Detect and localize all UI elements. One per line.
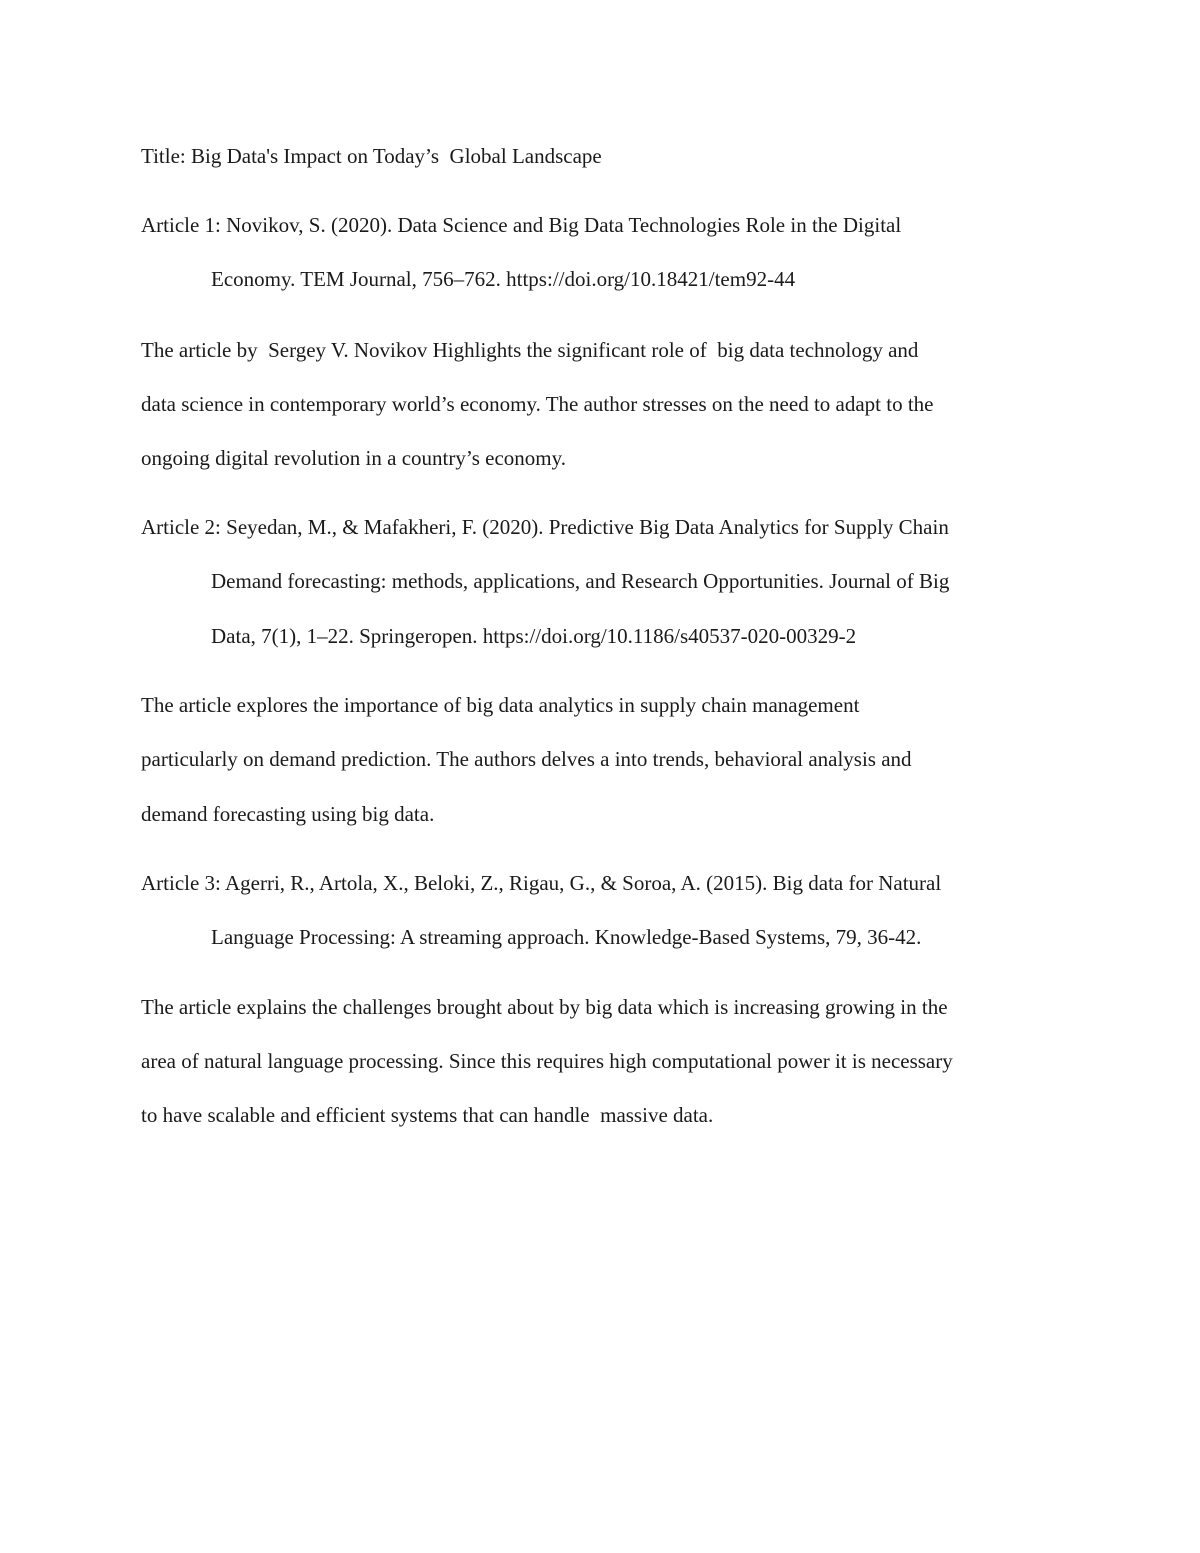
article-3-summary-line-1: The article explains the challenges brought about by big data which is increasing growing in the	[141, 995, 948, 1019]
article-2-citation-line-1: Article 2: Seyedan, M., & Mafakheri, F. (2020). Predictive Big Data Analytics for Supply Chain	[141, 515, 949, 539]
article-2-citation-line-2: Demand forecasting: methods, applications, and Research Opportunities. Journal of Big	[211, 569, 950, 593]
article-3-summary-line-3: to have scalable and efficient systems that can handle massive data.	[141, 1103, 714, 1127]
article-1-citation-line-1: Article 1: Novikov, S. (2020). Data Science and Big Data Technologies Role in the Digital	[141, 213, 902, 237]
article-3-summary-line-2: area of natural language processing. Since this requires high computational power it is necessary	[141, 1049, 953, 1073]
article-1-citation-line-2: Economy. TEM Journal, 756–762. https://doi.org/10.18421/tem92-44	[211, 267, 796, 291]
article-2-summary-line-2: particularly on demand prediction. The authors delves a into trends, behavioral analysis and	[141, 747, 912, 771]
article-1-summary-line-1: The article by Sergey V. Novikov Highlights the significant role of big data technology and	[141, 338, 919, 362]
article-2-summary-line-3: demand forecasting using big data.	[141, 802, 435, 826]
document-title: Title: Big Data's Impact on Today’s Global Landscape	[141, 144, 602, 168]
article-1-summary-line-3: ongoing digital revolution in a country’s economy.	[141, 446, 566, 470]
article-3-citation-line-2: Language Processing: A streaming approach. Knowledge-Based Systems, 79, 36-42.	[211, 925, 922, 949]
article-3-citation-line-1: Article 3: Agerri, R., Artola, X., Beloki, Z., Rigau, G., & Soroa, A. (2015). Big data for Natural	[141, 871, 942, 895]
article-1-summary-line-2: data science in contemporary world’s economy. The author stresses on the need to adapt to the	[141, 392, 934, 416]
article-2-citation-line-3: Data, 7(1), 1–22. Springeropen. https://doi.org/10.1186/s40537-020-00329-2	[211, 624, 857, 648]
article-2-summary-line-1: The article explores the importance of big data analytics in supply chain management	[141, 693, 860, 717]
